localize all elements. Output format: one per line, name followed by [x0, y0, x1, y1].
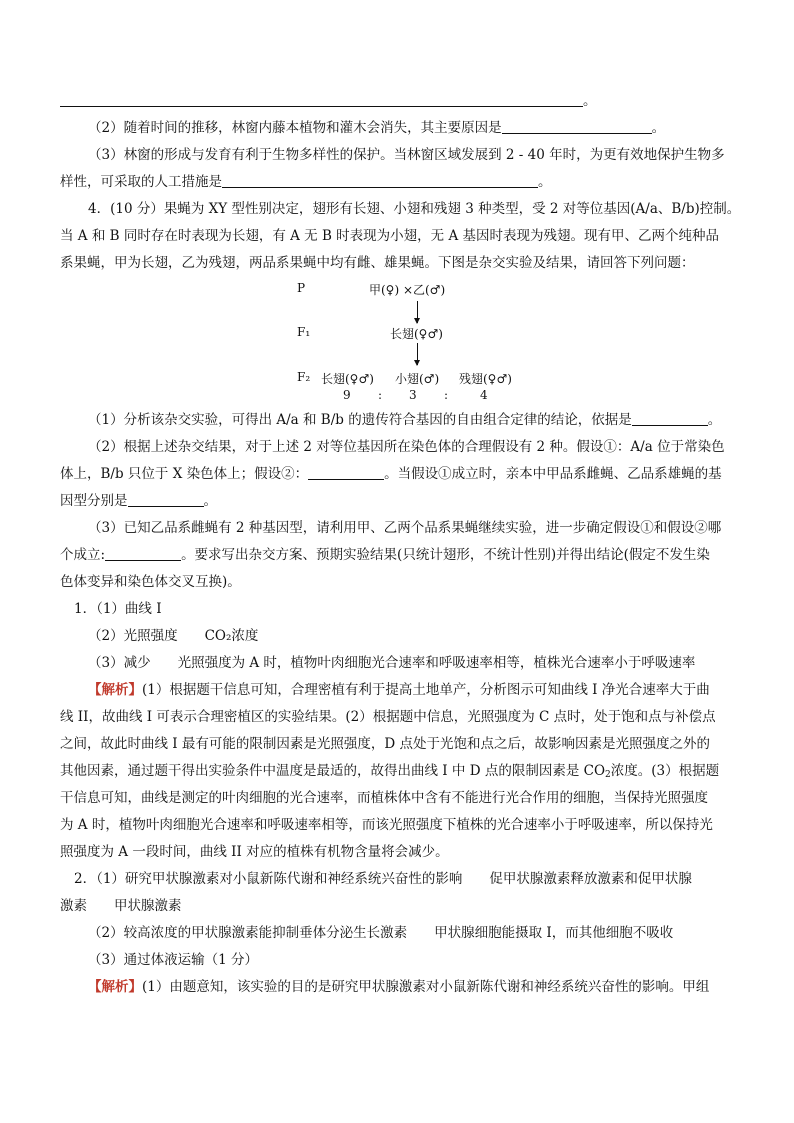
- analysis-1-line-7: 照强度为 A 一段时间，曲线 II 对应的植株有机物含量将会减少。: [60, 844, 449, 860]
- answer-1-line-2: （2）光照强度 CO₂浓度: [88, 628, 259, 644]
- ratio-value: 3: [409, 388, 417, 402]
- answer-2-line-4: （3）通过体液运输（1 分）: [88, 952, 258, 968]
- arrow-down-icon: [417, 343, 418, 365]
- document-page: [60, 88, 741, 1001]
- q4-part-1: （1）分析该杂交实验，可得出 A/a 和 B/b 的遗传符合基因的自由组合定律的结论，依据是 。: [60, 407, 738, 434]
- q3-line-4: 样性，可采取的人工措施是 。: [60, 169, 738, 196]
- q4-part-3-line-2: 个成立: 。要求写出杂交方案、预期实验结果(只统计翅形，不统计性别)并得出结论(假定不发生染: [60, 542, 738, 569]
- ratio-value: 4: [480, 388, 488, 402]
- p-label: P: [297, 281, 306, 295]
- analysis-2-line-1: 【解析】(1）由题意知，该实验的目的是研究甲状腺激素对小鼠新陈代谢和神经系统兴奋性的影响。甲组: [88, 979, 710, 995]
- f1-label: F₁: [297, 325, 311, 339]
- analysis-1-line-2: 线 II，故曲线 I 可表示合理密植区的实验结果。(2）根据题中信息，光照强度为 C 点时，处于饱和点与补偿点: [60, 709, 716, 725]
- analysis-1-line-1: 【解析】(1）根据题干信息可知，合理密植有利于提高土地单产，分析图示可知曲线 I 净光合速率大于曲: [88, 682, 710, 698]
- answer-2-line-1: 2．（1）研究甲状腺激素对小鼠新陈代谢和神经系统兴奋性的影响 促甲状腺激素释放激素和促甲状腺: [74, 871, 692, 887]
- f2-label: F₂: [297, 370, 311, 384]
- q4-part-2-line-3: 因型分别是 。: [60, 488, 738, 515]
- answer-1-line-3: （3）减少 光照强度为 A 时，植物叶肉细胞光合速率和呼吸速率相等，植株光合速率小于呼吸速率: [88, 655, 696, 671]
- arrow-down-icon: [417, 301, 418, 323]
- answer-blank[interactable]: [128, 489, 204, 507]
- f2-small-wing: 小翅(♂): [395, 372, 440, 386]
- p-cross: 甲(♀) ×乙(♂): [369, 283, 446, 297]
- analysis-tag: 【解析】: [88, 682, 142, 698]
- analysis-1-line-5: 干信息可知，曲线是测定的叶肉细胞的光合速率，而植株体中含有不能进行光合作用的细胞，当保持光照强度: [60, 790, 708, 806]
- answer-2-line-3: （2）较高浓度的甲状腺激素能抑制垂体分泌生长激素 甲状腺细胞能摄取 I，而其他细胞不吸收: [88, 925, 674, 941]
- q4-stem-3: 系果蝇，甲为长翅，乙为残翅，两品系果蝇中均有雌、雄果蝇。下图是杂交实验及结果，请回答下列问题：: [60, 255, 695, 271]
- cross-diagram: [60, 277, 738, 407]
- q4-part-3-line-3: 色体变异和染色体交叉互换)。: [60, 574, 241, 590]
- f2-vestigial-wing: 残翅(♀♂): [459, 372, 512, 386]
- q4-stem-2: 当 A 和 B 同时存在时表现为长翅，有 A 无 B 时表现为小翅，无 A 基因时表现为残翅。现有甲、乙两个纯种品: [60, 228, 720, 244]
- q3-line-1: 。: [60, 88, 738, 115]
- q3-line-3: （3）林窗的形成与发育有利于生物多样性的保护。当林窗区域发展到 2 - 40 年时，为更有效地保护生物多: [88, 147, 725, 163]
- answer-blank[interactable]: [60, 89, 583, 107]
- answer-blank[interactable]: [632, 408, 708, 426]
- q3-line-2: （2）随着时间的推移，林窗内藤本植物和灌木会消失，其主要原因是 。: [60, 115, 738, 142]
- answer-blank[interactable]: [308, 462, 384, 480]
- answer-blank[interactable]: [105, 543, 181, 561]
- answer-2-line-2: 激素 甲状腺激素: [60, 898, 182, 914]
- f2-long-wing: 长翅(♀♂): [321, 372, 374, 386]
- analysis-1-line-4: 其他因素，通过题干得出实验条件中温度是最适的，故得出曲线 I 中 D 点的限制因素是 $CO_2$浓度。(3）根据题: [60, 763, 720, 780]
- analysis-tag: 【解析】: [88, 979, 142, 995]
- q4-stem-1: 4．(10 分）果蝇为 XY 型性别决定，翅形有长翅、小翅和残翅 3 种类型，受 2 对等位基因(A/a、B/b)控制。: [88, 201, 741, 217]
- ratio-value: 9: [343, 388, 351, 402]
- q4-part-2-line-1: （2）根据上述杂交结果，对于上述 2 对等位基因所在染色体的合理假设有 2 种。假设①：A/a 位于常染色: [88, 439, 725, 455]
- answer-1-line-1: 1．（1）曲线 I: [74, 601, 162, 617]
- analysis-1-line-3: 之间，故此时曲线 I 最有可能的限制因素是光照强度，D 点处于光饱和点之后，故影响因素是光照强度之外的: [60, 736, 711, 752]
- ratio-colon: :: [378, 388, 383, 402]
- analysis-1-line-6: 为 A 时，植物叶肉细胞光合速率和呼吸速率相等，而该光照强度下植株的光合速率小于呼吸速率，所以保持光: [60, 817, 713, 833]
- f1-value: 长翅(♀♂): [390, 327, 443, 341]
- q4-part-2-line-2: 体上，B/b 只位于 X 染色体上；假设②： 。当假设①成立时，亲本中甲品系雌蝇、乙品系雄蝇的基: [60, 461, 738, 488]
- answer-blank[interactable]: [502, 116, 652, 134]
- ratio-colon: :: [444, 388, 449, 402]
- answer-blank[interactable]: [222, 170, 538, 188]
- q4-part-3-line-1: （3）已知乙品系雌蝇有 2 种基因型，请利用甲、乙两个品系果蝇继续实验，进一步确定假设①和假设②哪: [88, 520, 722, 536]
